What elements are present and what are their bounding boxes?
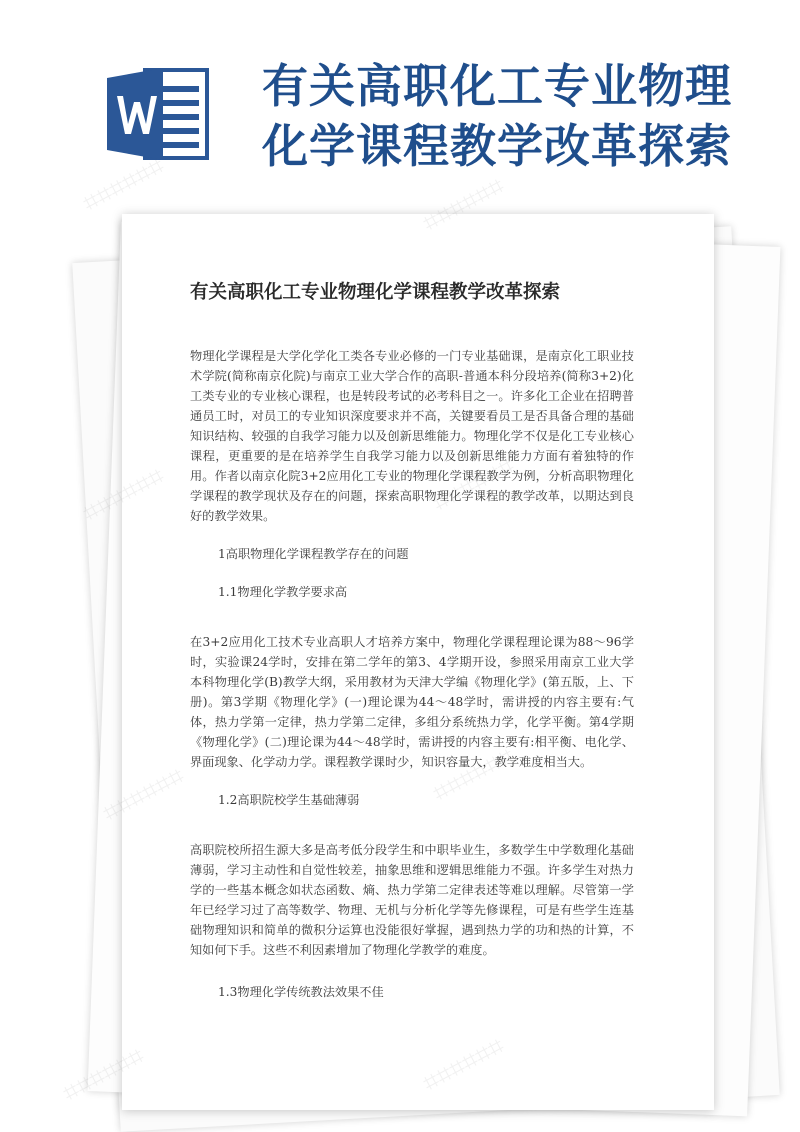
document-body: [190, 280, 634, 1002]
intro-paragraph: 物理化学课程是大学化学化工类各专业必修的一门专业基础课，是南京化工职业技术学院(简称南京化院)与南京工业大学合作的高职-普通本科分段培养(简称3+2)化工类专业的专业核心课程，也是转段考试的必考科目之一。许多化工企业在招聘普通员工时，对员工的专业知识深度要求并不高，关键要看员工是否具备合理的基础知识结构、较强的自我学习能力以及创新思维能力。物理化学不仅是化工专业核心课程，更重要的是在培养学生自我学习能力以及创新思维能力方面有着独特的作用。作者以南京化院3+2应用化工专业的物理化学课程教学为例，分析高职物理化学课程的教学现状及存在的问题，探索高职物理化学课程的教学改革，以期达到良好的教学效果。: [190, 349, 634, 523]
section-heading-1: 1高职物理化学课程教学存在的问题: [218, 547, 409, 561]
watermark-pattern: ⌗⌗⌗⌗⌗⌗: [417, 171, 510, 239]
section-heading-1-3: 1.3物理化学传统教法效果不佳: [218, 985, 384, 999]
paragraph-1-2: 高职院校所招生源大多是高考低分段学生和中职毕业生，多数学生中学数理化基础薄弱，学习主动性和自觉性较差，抽象思维和逻辑思维能力不强。许多学生对热力学的一些基本概念如状态函数、熵、热力学第二定律表述等难以理解。尽管第一学年已经学习过了高等数学、物理、无机与分析化学等先修课程，可是有些学生连基础物理知识和简单的微积分运算也没能很好掌握，遇到热力学的功和热的计算，不知如何下手。这些不利因素增加了物理化学教学的难度。: [190, 843, 634, 957]
section-heading-1-1: 1.1物理化学教学要求高: [218, 585, 348, 599]
section-heading-1-2: 1.2高职院校学生基础薄弱: [218, 793, 360, 807]
title-line-1: 有关高职化工专业物理: [262, 59, 732, 113]
word-document-icon: [105, 64, 215, 164]
title-line-2: 化学课程教学改革探索: [262, 119, 732, 173]
header-banner: [0, 0, 800, 200]
watermark-pattern: ⌗⌗⌗⌗⌗⌗: [77, 151, 170, 219]
paragraph-1-1: 在3+2应用化工技术专业高职人才培养方案中，物理化学课程理论课为88～96学时，实验课24学时，安排在第二学年的第3、4学期开设，参照采用南京工业大学本科物理化学(B)教学大纲，采用教材为天津大学编《物理化学》(第五版，上、下册)。第3学期《物理化学》(一)理论课为44～48学时，需讲授的内容主要有:气体，热力学第一定律，热力学第二定律，多组分系统热力学，化学平衡。第4学期《物理化学》(二)理论课为44～48学时，需讲授的内容主要有:相平衡、电化学、界面现象、化学动力学。课程教学课时少，知识容量大，教学难度相当大。: [190, 635, 634, 769]
page-title: [262, 56, 782, 176]
document-title: 有关高职化工专业物理化学课程教学改革探索: [190, 282, 561, 303]
